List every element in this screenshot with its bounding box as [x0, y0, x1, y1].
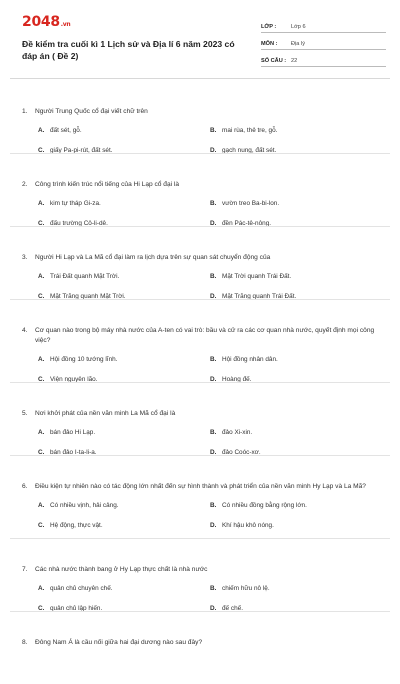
question-stem [22, 409, 386, 419]
meta-count [261, 50, 386, 67]
question-text: Nơi khởi phát của nền văn minh La Mã cổ đại là [35, 410, 176, 417]
answer-option[interactable] [210, 428, 382, 438]
option-letter: A. [38, 502, 45, 509]
answer-option[interactable] [38, 501, 210, 511]
option-letter: A. [38, 429, 45, 436]
option-text: Mặt Trăng quanh Mặt Trời. [50, 293, 126, 300]
meta-subject [261, 33, 386, 50]
answer-option[interactable] [38, 199, 210, 209]
option-text: chiếm hữu nô lệ. [222, 585, 270, 592]
question-text: Các nhà nước thành bang ở Hy Lạp thực chất là nhà nước [35, 566, 208, 573]
option-text: đảo Xi-xin. [222, 429, 253, 436]
answer-option[interactable] [38, 428, 210, 438]
logo-main: 2048 [22, 14, 60, 30]
question-number: 4. [22, 327, 28, 334]
question-number: 1. [22, 108, 28, 115]
option-text: vườn treo Ba-bi-lon. [222, 200, 280, 207]
option-text: Hệ động, thực vật. [50, 522, 103, 529]
meta-key: MÔN : [261, 41, 278, 47]
answer-options [22, 428, 386, 458]
question-item [0, 153, 400, 226]
option-letter: D. [210, 449, 217, 456]
question-item [0, 226, 400, 299]
answer-option[interactable] [210, 584, 382, 594]
question-item [0, 455, 400, 538]
option-letter: B. [210, 502, 217, 509]
header [0, 0, 400, 74]
question-stem [22, 326, 386, 346]
option-letter: D. [210, 605, 217, 612]
question-number: 8. [22, 639, 28, 646]
option-letter: B. [210, 429, 217, 436]
option-letter: B. [210, 200, 217, 207]
answer-options [22, 501, 386, 531]
option-letter: C. [38, 376, 45, 383]
header-left [22, 14, 237, 74]
option-letter: A. [38, 585, 45, 592]
option-text: Có nhiều đồng bằng rộng lớn. [222, 502, 307, 509]
option-text: Có nhiều vịnh, hải cảng. [50, 502, 119, 509]
option-text: Khí hậu khô nóng. [222, 522, 274, 529]
option-letter: A. [38, 356, 45, 363]
option-letter: C. [38, 522, 45, 529]
option-text: mai rùa, thẻ tre, gỗ. [222, 127, 278, 134]
question-item [0, 538, 400, 611]
question-number: 7. [22, 566, 28, 573]
meta-box [261, 16, 386, 74]
option-text: đảo Coóc-xơ. [222, 449, 261, 456]
option-text: kim tự tháp Gi-za. [50, 200, 101, 207]
option-text: quân chủ lập hiến. [50, 605, 103, 612]
option-text: Hoàng đế. [222, 376, 252, 383]
answer-option[interactable] [38, 126, 210, 136]
question-list [0, 80, 400, 684]
answer-options [22, 199, 386, 229]
meta-value: Địa lý [291, 41, 305, 47]
answer-option[interactable] [210, 272, 382, 282]
option-text: Mặt Trời quanh Trái Đất. [222, 273, 292, 280]
question-number: 3. [22, 254, 28, 261]
site-logo[interactable] [22, 14, 237, 33]
question-text: Người Trung Quốc cổ đại viết chữ trên [35, 108, 148, 115]
question-text: Cơ quan nào trong bộ máy nhà nước của A-ten có vai trò: bầu và cử ra các cơ quan nhà nước, quyết định mọi công việc? [35, 327, 375, 344]
option-text: Viện nguyên lão. [50, 376, 98, 383]
option-letter: D. [210, 220, 217, 227]
option-text: Hội đồng 10 tướng lĩnh. [50, 356, 118, 363]
option-letter: D. [210, 522, 217, 529]
meta-value: 22 [291, 58, 298, 64]
meta-value: Lớp 6 [291, 24, 306, 30]
question-text: Công trình kiến trúc nổi tiếng của Hi Lạp cổ đại là [35, 181, 180, 188]
answer-option[interactable] [38, 584, 210, 594]
option-letter: B. [210, 127, 217, 134]
option-text: giấy Pa-pi-rút, đất sét. [50, 147, 113, 154]
option-text: đền Pác-tê-nông. [222, 220, 272, 227]
answer-option[interactable] [38, 355, 210, 365]
option-text: Hội đồng nhân dân. [222, 356, 278, 363]
answer-options [22, 272, 386, 302]
meta-key: LỚP : [261, 24, 277, 30]
meta-key: SỐ CÂU : [261, 58, 287, 64]
option-letter: C. [38, 605, 45, 612]
question-stem [22, 565, 386, 575]
option-letter: C. [38, 147, 45, 154]
question-stem [22, 482, 386, 492]
option-text: bán đảo I-ta-li-a. [50, 449, 97, 456]
answer-options [22, 584, 386, 614]
option-letter: D. [210, 147, 217, 154]
option-letter: A. [38, 273, 45, 280]
option-text: đế chế. [222, 605, 243, 612]
answer-option[interactable] [38, 272, 210, 282]
question-text: Người Hi Lạp và La Mã cổ đại làm ra lịch dựa trên sự quan sát chuyển động của [35, 254, 271, 261]
question-item [0, 80, 400, 153]
answer-options [22, 355, 386, 385]
answer-options [22, 126, 386, 156]
option-letter: B. [210, 273, 217, 280]
question-stem [22, 107, 386, 117]
answer-option[interactable] [210, 355, 382, 365]
question-stem [22, 253, 386, 263]
option-letter: B. [210, 585, 217, 592]
question-stem [22, 180, 386, 190]
option-text: Mặt Trăng quanh Trái Đất. [222, 293, 297, 300]
option-letter: C. [38, 293, 45, 300]
question-item [0, 299, 400, 382]
question-item [0, 611, 400, 684]
answer-option[interactable] [210, 501, 382, 511]
question-text: Điều kiện tự nhiên nào có tác động lớn nhất đến sự hình thành và phát triển của nền văn minh Hy Lạp và La Mã? [35, 483, 366, 490]
question-stem [22, 638, 386, 648]
option-letter: D. [210, 376, 217, 383]
option-text: quân chủ chuyên chế. [50, 585, 113, 592]
answer-option[interactable] [210, 521, 382, 531]
answer-option[interactable] [38, 521, 210, 531]
question-number: 6. [22, 483, 28, 490]
document-title: Đề kiểm tra cuối kì 1 Lịch sử và Địa lí 6 năm 2023 có đáp án ( Đề 2) [22, 39, 235, 61]
header-divider [10, 78, 390, 79]
option-letter: D. [210, 293, 217, 300]
option-letter: A. [38, 200, 45, 207]
option-text: đất sét, gỗ. [50, 127, 82, 134]
option-letter: C. [38, 220, 45, 227]
question-text: Đông Nam Á là cầu nối giữa hai đại dương nào sau đây? [35, 639, 203, 646]
question-item [0, 382, 400, 455]
meta-class [261, 16, 386, 33]
answer-option[interactable] [210, 199, 382, 209]
option-text: bán đảo Hi Lạp. [50, 429, 96, 436]
option-text: gạch nung, đất sét. [222, 147, 277, 154]
question-number: 2. [22, 181, 28, 188]
question-number: 5. [22, 410, 28, 417]
option-letter: A. [38, 127, 45, 134]
option-text: Trái Đất quanh Mặt Trời. [50, 273, 120, 280]
option-letter: B. [210, 356, 217, 363]
answer-option[interactable] [210, 126, 382, 136]
logo-suffix: .vn [60, 21, 71, 28]
option-text: đấu trường Cô-li-dê. [50, 220, 108, 227]
option-letter: C. [38, 449, 45, 456]
